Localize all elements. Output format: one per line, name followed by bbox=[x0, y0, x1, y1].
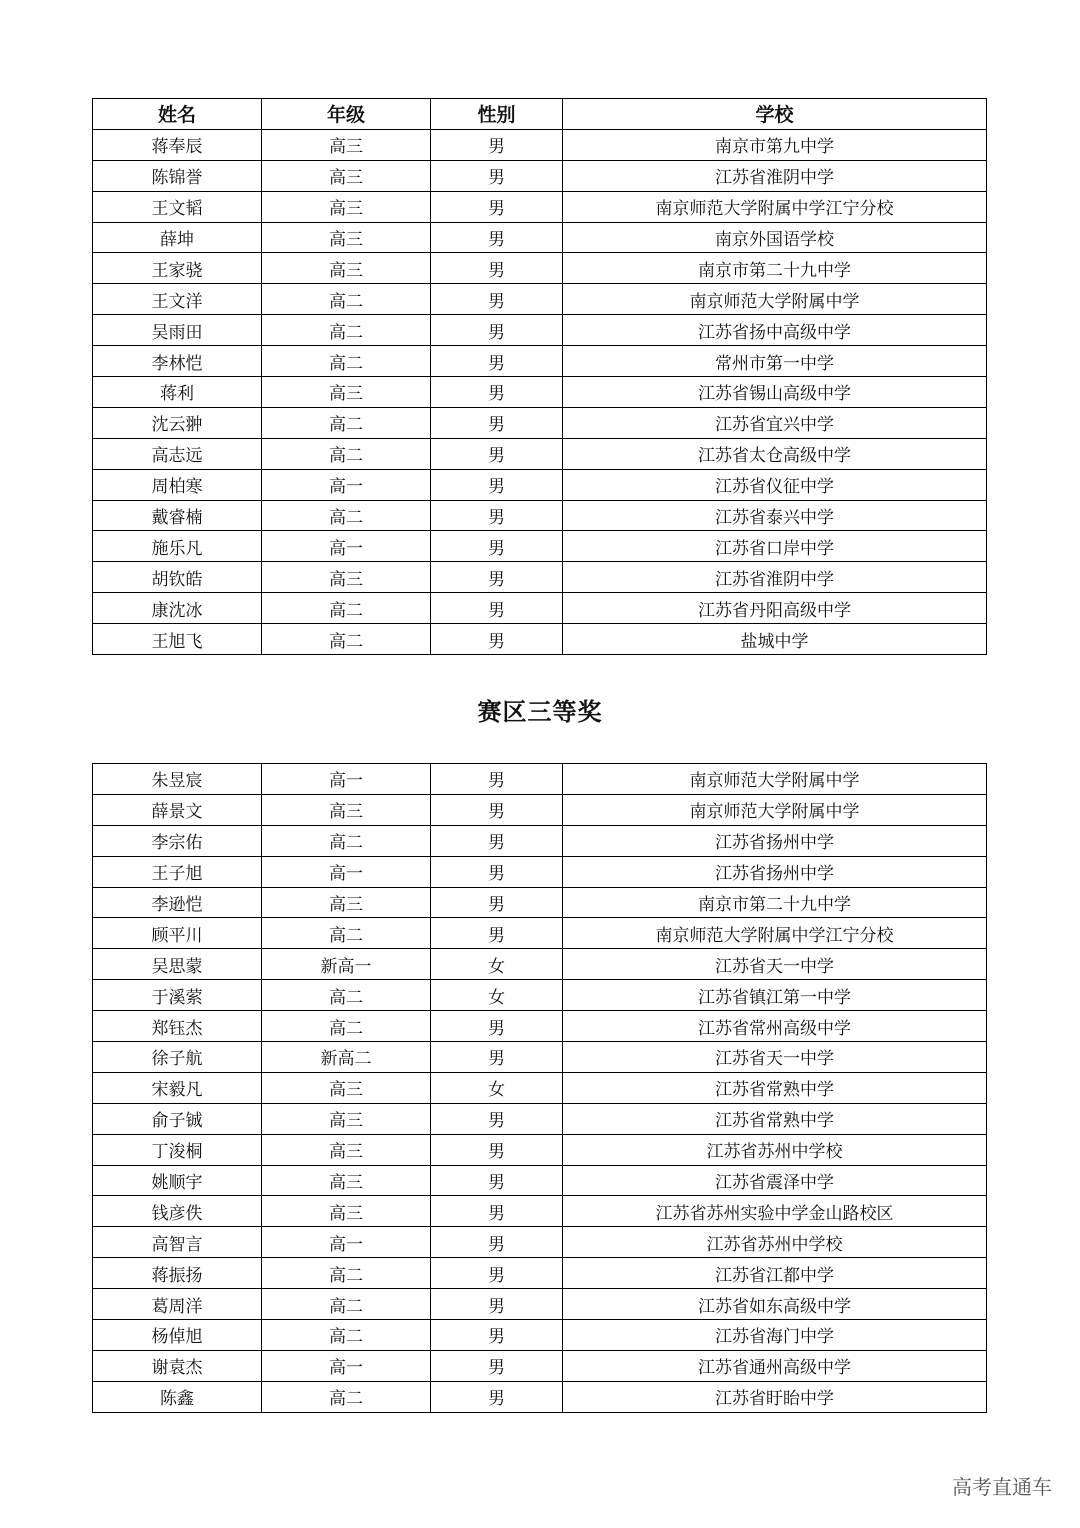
gender-cell: 男 bbox=[431, 1289, 563, 1320]
school-cell: 南京市第九中学 bbox=[563, 129, 987, 160]
table-row bbox=[93, 407, 987, 438]
section-title: 赛区三等奖 bbox=[477, 698, 603, 726]
gender-cell: 男 bbox=[431, 1165, 563, 1196]
school-cell: 江苏省淮阴中学 bbox=[563, 160, 987, 191]
grade-cell: 高二 bbox=[262, 500, 431, 531]
header-gender: 性别 bbox=[431, 99, 563, 130]
header-name: 姓名 bbox=[93, 99, 262, 130]
grade-cell: 高三 bbox=[262, 222, 431, 253]
student-name-cell: 王旭飞 bbox=[93, 624, 262, 655]
table-row bbox=[93, 1320, 987, 1351]
table-row bbox=[93, 1350, 987, 1381]
gender-cell: 男 bbox=[431, 1381, 563, 1412]
student-name-cell: 宋毅凡 bbox=[93, 1072, 262, 1103]
student-name-cell: 薛坤 bbox=[93, 222, 262, 253]
school-cell: 南京师范大学附属中学 bbox=[563, 764, 987, 795]
grade-cell: 高三 bbox=[262, 887, 431, 918]
gender-cell: 男 bbox=[431, 1103, 563, 1134]
grade-cell: 高二 bbox=[262, 918, 431, 949]
table-row bbox=[93, 438, 987, 469]
student-name-cell: 王家骁 bbox=[93, 253, 262, 284]
grade-cell: 高三 bbox=[262, 794, 431, 825]
grade-cell: 高三 bbox=[262, 562, 431, 593]
gender-cell: 男 bbox=[431, 500, 563, 531]
student-name-cell: 吴思蒙 bbox=[93, 949, 262, 980]
table-row bbox=[93, 562, 987, 593]
student-name-cell: 葛周洋 bbox=[93, 1289, 262, 1320]
table-row bbox=[93, 949, 987, 980]
table-row bbox=[93, 1381, 987, 1412]
grade-cell: 高三 bbox=[262, 191, 431, 222]
grade-cell: 高三 bbox=[262, 1072, 431, 1103]
table-row bbox=[93, 918, 987, 949]
grade-cell: 高三 bbox=[262, 377, 431, 408]
gender-cell: 男 bbox=[431, 469, 563, 500]
table-row bbox=[93, 1289, 987, 1320]
school-cell: 江苏省扬州中学 bbox=[563, 856, 987, 887]
grade-cell: 高二 bbox=[262, 346, 431, 377]
student-name-cell: 吴雨田 bbox=[93, 315, 262, 346]
student-name-cell: 于溪萦 bbox=[93, 980, 262, 1011]
grade-cell: 新高二 bbox=[262, 1042, 431, 1073]
student-name-cell: 胡钦皓 bbox=[93, 562, 262, 593]
school-cell: 江苏省镇江第一中学 bbox=[563, 980, 987, 1011]
table-row bbox=[93, 191, 987, 222]
gender-cell: 男 bbox=[431, 1320, 563, 1351]
school-cell: 常州市第一中学 bbox=[563, 346, 987, 377]
grade-cell: 高二 bbox=[262, 1258, 431, 1289]
student-name-cell: 姚顺宇 bbox=[93, 1165, 262, 1196]
gender-cell: 男 bbox=[431, 346, 563, 377]
table-row bbox=[93, 1196, 987, 1227]
school-cell: 江苏省江都中学 bbox=[563, 1258, 987, 1289]
table-row bbox=[93, 1165, 987, 1196]
student-name-cell: 钱彦佚 bbox=[93, 1196, 262, 1227]
grade-cell: 高一 bbox=[262, 469, 431, 500]
grade-cell: 高二 bbox=[262, 980, 431, 1011]
student-name-cell: 蒋利 bbox=[93, 377, 262, 408]
gender-cell: 男 bbox=[431, 1258, 563, 1289]
table-row bbox=[93, 377, 987, 408]
school-cell: 江苏省天一中学 bbox=[563, 949, 987, 980]
gender-cell: 男 bbox=[431, 191, 563, 222]
table-row bbox=[93, 794, 987, 825]
table-row bbox=[93, 1134, 987, 1165]
table-row bbox=[93, 129, 987, 160]
gender-cell: 女 bbox=[431, 949, 563, 980]
school-cell: 江苏省扬州中学 bbox=[563, 825, 987, 856]
student-name-cell: 丁浚桐 bbox=[93, 1134, 262, 1165]
header-grade: 年级 bbox=[262, 99, 431, 130]
gender-cell: 男 bbox=[431, 531, 563, 562]
student-name-cell: 蒋奉辰 bbox=[93, 129, 262, 160]
student-name-cell: 高志远 bbox=[93, 438, 262, 469]
gender-cell: 男 bbox=[431, 1134, 563, 1165]
award-table-1 bbox=[92, 98, 987, 655]
student-name-cell: 徐子航 bbox=[93, 1042, 262, 1073]
school-cell: 江苏省震泽中学 bbox=[563, 1165, 987, 1196]
grade-cell: 高二 bbox=[262, 624, 431, 655]
student-name-cell: 李林恺 bbox=[93, 346, 262, 377]
school-cell: 江苏省丹阳高级中学 bbox=[563, 593, 987, 624]
grade-cell: 高三 bbox=[262, 1134, 431, 1165]
student-name-cell: 戴睿楠 bbox=[93, 500, 262, 531]
table-row bbox=[93, 1072, 987, 1103]
student-name-cell: 李宗佑 bbox=[93, 825, 262, 856]
student-name-cell: 王文洋 bbox=[93, 284, 262, 315]
award-table-2 bbox=[92, 763, 987, 1413]
gender-cell: 男 bbox=[431, 624, 563, 655]
student-name-cell: 薛景文 bbox=[93, 794, 262, 825]
school-cell: 南京师范大学附属中学江宁分校 bbox=[563, 191, 987, 222]
gender-cell: 男 bbox=[431, 438, 563, 469]
grade-cell: 高三 bbox=[262, 253, 431, 284]
gender-cell: 男 bbox=[431, 764, 563, 795]
student-name-cell: 周柏寒 bbox=[93, 469, 262, 500]
gender-cell: 男 bbox=[431, 593, 563, 624]
gender-cell: 男 bbox=[431, 1042, 563, 1073]
table-row bbox=[93, 1011, 987, 1042]
school-cell: 江苏省常州高级中学 bbox=[563, 1011, 987, 1042]
school-cell: 江苏省苏州实验中学金山路校区 bbox=[563, 1196, 987, 1227]
grade-cell: 高二 bbox=[262, 1320, 431, 1351]
school-cell: 江苏省淮阴中学 bbox=[563, 562, 987, 593]
grade-cell: 高二 bbox=[262, 438, 431, 469]
gender-cell: 男 bbox=[431, 407, 563, 438]
grade-cell: 高二 bbox=[262, 407, 431, 438]
gender-cell: 男 bbox=[431, 284, 563, 315]
student-name-cell: 陈锦誉 bbox=[93, 160, 262, 191]
header-school: 学校 bbox=[563, 99, 987, 130]
school-cell: 南京师范大学附属中学江宁分校 bbox=[563, 918, 987, 949]
table-row bbox=[93, 1258, 987, 1289]
grade-cell: 高一 bbox=[262, 531, 431, 562]
gender-cell: 男 bbox=[431, 377, 563, 408]
school-cell: 南京市第二十九中学 bbox=[563, 253, 987, 284]
student-name-cell: 沈云翀 bbox=[93, 407, 262, 438]
grade-cell: 高一 bbox=[262, 1227, 431, 1258]
gender-cell: 男 bbox=[431, 1196, 563, 1227]
gender-cell: 男 bbox=[431, 1011, 563, 1042]
student-name-cell: 高智言 bbox=[93, 1227, 262, 1258]
table-row bbox=[93, 222, 987, 253]
student-name-cell: 蒋振扬 bbox=[93, 1258, 262, 1289]
table-row bbox=[93, 856, 987, 887]
table-row bbox=[93, 825, 987, 856]
table-row bbox=[93, 531, 987, 562]
grade-cell: 高三 bbox=[262, 1196, 431, 1227]
table-row bbox=[93, 346, 987, 377]
grade-cell: 高一 bbox=[262, 764, 431, 795]
school-cell: 江苏省常熟中学 bbox=[563, 1103, 987, 1134]
school-cell: 江苏省仪征中学 bbox=[563, 469, 987, 500]
gender-cell: 男 bbox=[431, 315, 563, 346]
school-cell: 江苏省锡山高级中学 bbox=[563, 377, 987, 408]
school-cell: 江苏省泰兴中学 bbox=[563, 500, 987, 531]
student-name-cell: 郑钰杰 bbox=[93, 1011, 262, 1042]
grade-cell: 高三 bbox=[262, 160, 431, 191]
gender-cell: 男 bbox=[431, 160, 563, 191]
grade-cell: 高二 bbox=[262, 1381, 431, 1412]
school-cell: 江苏省苏州中学校 bbox=[563, 1134, 987, 1165]
gender-cell: 男 bbox=[431, 856, 563, 887]
grade-cell: 高二 bbox=[262, 1289, 431, 1320]
table-row bbox=[93, 500, 987, 531]
school-cell: 江苏省盱眙中学 bbox=[563, 1381, 987, 1412]
school-cell: 南京师范大学附属中学 bbox=[563, 284, 987, 315]
grade-cell: 高二 bbox=[262, 284, 431, 315]
grade-cell: 高一 bbox=[262, 856, 431, 887]
school-cell: 南京师范大学附属中学 bbox=[563, 794, 987, 825]
student-name-cell: 王文韬 bbox=[93, 191, 262, 222]
table-row bbox=[93, 1227, 987, 1258]
school-cell: 江苏省通州高级中学 bbox=[563, 1350, 987, 1381]
grade-cell: 高三 bbox=[262, 1165, 431, 1196]
gender-cell: 男 bbox=[431, 129, 563, 160]
table-row bbox=[93, 1042, 987, 1073]
table-row bbox=[93, 160, 987, 191]
gender-cell: 男 bbox=[431, 918, 563, 949]
student-name-cell: 俞子铖 bbox=[93, 1103, 262, 1134]
gender-cell: 男 bbox=[431, 1350, 563, 1381]
grade-cell: 新高一 bbox=[262, 949, 431, 980]
table-row bbox=[93, 887, 987, 918]
school-cell: 江苏省口岸中学 bbox=[563, 531, 987, 562]
gender-cell: 男 bbox=[431, 887, 563, 918]
grade-cell: 高二 bbox=[262, 315, 431, 346]
school-cell: 江苏省常熟中学 bbox=[563, 1072, 987, 1103]
gender-cell: 男 bbox=[431, 562, 563, 593]
school-cell: 江苏省苏州中学校 bbox=[563, 1227, 987, 1258]
grade-cell: 高一 bbox=[262, 1350, 431, 1381]
table-row bbox=[93, 1103, 987, 1134]
gender-cell: 男 bbox=[431, 794, 563, 825]
grade-cell: 高二 bbox=[262, 825, 431, 856]
gender-cell: 男 bbox=[431, 1227, 563, 1258]
student-name-cell: 陈鑫 bbox=[93, 1381, 262, 1412]
grade-cell: 高二 bbox=[262, 1011, 431, 1042]
table-row bbox=[93, 624, 987, 655]
table-row bbox=[93, 315, 987, 346]
student-name-cell: 康沈冰 bbox=[93, 593, 262, 624]
watermark: 高考直通车 bbox=[952, 1475, 1052, 1499]
student-name-cell: 朱昱宸 bbox=[93, 764, 262, 795]
school-cell: 江苏省扬中高级中学 bbox=[563, 315, 987, 346]
student-name-cell: 顾平川 bbox=[93, 918, 262, 949]
table-row bbox=[93, 593, 987, 624]
gender-cell: 男 bbox=[431, 825, 563, 856]
student-name-cell: 杨倬旭 bbox=[93, 1320, 262, 1351]
table-row bbox=[93, 764, 987, 795]
gender-cell: 女 bbox=[431, 980, 563, 1011]
grade-cell: 高三 bbox=[262, 1103, 431, 1134]
table-row bbox=[93, 284, 987, 315]
school-cell: 江苏省宜兴中学 bbox=[563, 407, 987, 438]
school-cell: 南京外国语学校 bbox=[563, 222, 987, 253]
grade-cell: 高二 bbox=[262, 593, 431, 624]
student-name-cell: 施乐凡 bbox=[93, 531, 262, 562]
school-cell: 江苏省太仓高级中学 bbox=[563, 438, 987, 469]
gender-cell: 男 bbox=[431, 253, 563, 284]
table-header-row bbox=[93, 99, 987, 130]
student-name-cell: 王子旭 bbox=[93, 856, 262, 887]
gender-cell: 女 bbox=[431, 1072, 563, 1103]
school-cell: 盐城中学 bbox=[563, 624, 987, 655]
grade-cell: 高三 bbox=[262, 129, 431, 160]
school-cell: 江苏省天一中学 bbox=[563, 1042, 987, 1073]
student-name-cell: 李逊恺 bbox=[93, 887, 262, 918]
table-row bbox=[93, 469, 987, 500]
student-name-cell: 谢袁杰 bbox=[93, 1350, 262, 1381]
gender-cell: 男 bbox=[431, 222, 563, 253]
table-row bbox=[93, 980, 987, 1011]
school-cell: 江苏省如东高级中学 bbox=[563, 1289, 987, 1320]
school-cell: 江苏省海门中学 bbox=[563, 1320, 987, 1351]
table-row bbox=[93, 253, 987, 284]
school-cell: 南京市第二十九中学 bbox=[563, 887, 987, 918]
